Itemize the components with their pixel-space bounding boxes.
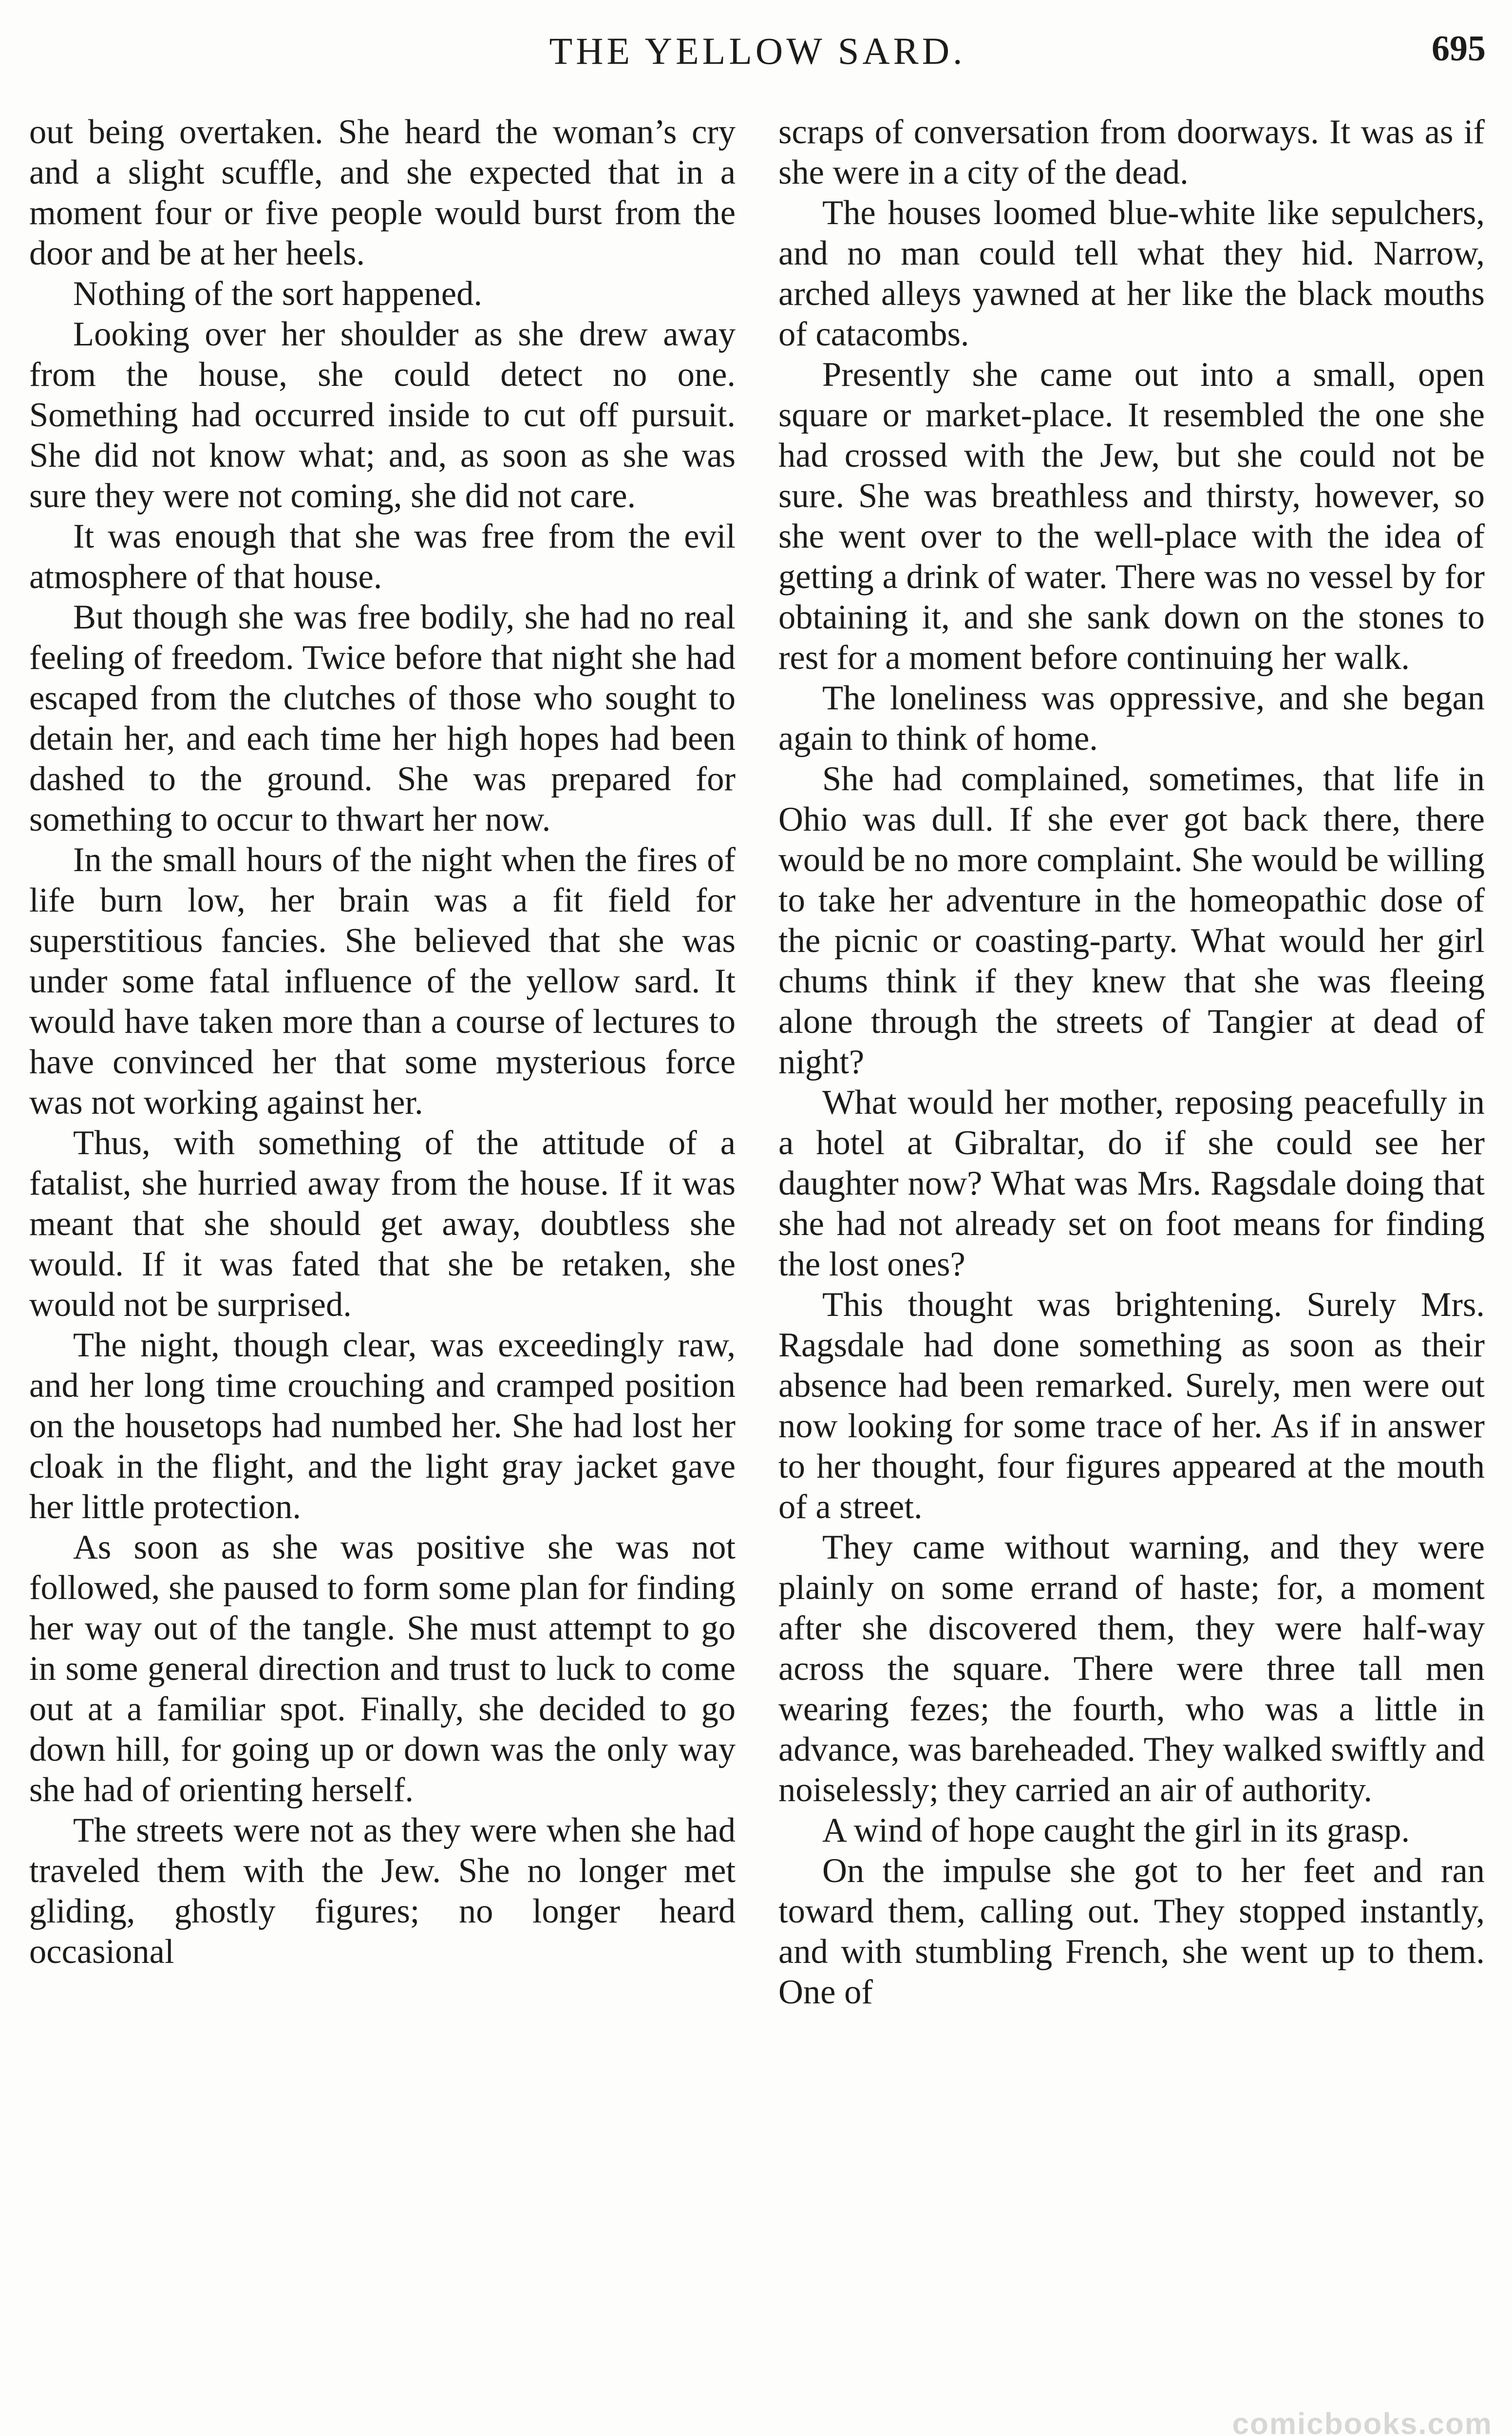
paragraph: out being overtaken. She heard the woman’s cry and a slight scuffle, and she expected that in a moment four or five people would burst from the door and be at her heels. xyxy=(29,113,736,272)
running-title: THE YELLOW SARD. xyxy=(549,30,966,72)
paragraph: A wind of hope caught the girl in its grasp. xyxy=(822,1811,1410,1849)
paragraph: The streets were not as they were when she had traveled them with the Jew. She no longer met gliding, ghostly figures; no longer heard occasional xyxy=(29,1811,736,1971)
paragraph: Nothing of the sort happened. xyxy=(73,275,482,313)
page-header xyxy=(29,24,1486,83)
paragraph: The night, though clear, was exceedingly raw, and her long time crouching and cramped position on the housetops had numbed her. She had lost her cloak in the flight, and the light gray jacket gave her little protection. xyxy=(29,1326,736,1526)
paragraph: On the impulse she got to her feet and ran toward them, calling out. They stopped instantly, and with stumbling French, she went up to them. One of xyxy=(778,1852,1485,2011)
paragraph: They came without warning, and they were plainly on some errand of haste; for, a moment after she discovered them, they were half-way across the square. There were three tall men wearing fezes; the fourth, who was a little in advance, was bareheaded. They walked swiftly and noiselessly; they carried an air of authority. xyxy=(778,1528,1485,1809)
paragraph: Presently she came out into a small, open square or market-place. It resembled the one she had crossed with the Jew, but she could not be sure. She was breathless and thirsty, however, so she went over to the well-place with the idea of getting a drink of water. There was no vessel by for obtaining it, and she sank down on the stones to rest for a moment before continuing her walk. xyxy=(778,356,1485,677)
paragraph: But though she was free bodily, she had no real feeling of freedom. Twice before that night she had escaped from the clutches of those who sought to detain her, and each time her high hopes had been dashed to the ground. She was prepared for something to occur to thwart her now. xyxy=(29,598,736,838)
page-number: 695 xyxy=(1432,29,1486,69)
paragraph: It was enough that she was free from the evil atmosphere of that house. xyxy=(29,517,736,596)
paragraph: She had complained, sometimes, that life in Ohio was dull. If she ever got back there, there would be no more complaint. She would be willing to take her adventure in the homeopathic dose of the picnic or coasting-party. What would her girl chums think if they knew that she was fleeing alone through the streets of Tangier at dead of night? xyxy=(778,760,1485,1081)
watermark: comicbooks.com xyxy=(1232,2407,1493,2436)
paragraph: The houses loomed blue-white like sepulchers, and no man could tell what they hid. Narrow, arched alleys yawned at her like the black mouths of catacombs. xyxy=(778,194,1485,353)
right-column xyxy=(778,112,1485,2013)
paragraph: Looking over her shoulder as she drew away from the house, she could detect no one. Something had occurred inside to cut off pursuit. She did not know what; and, as soon as she was sure they were not coming, she did not care. xyxy=(29,315,736,515)
paragraph: scraps of conversation from doorways. It was as if she were in a city of the dead. xyxy=(778,113,1485,191)
paragraph: The loneliness was oppressive, and she began again to think of home. xyxy=(778,679,1485,758)
paragraph: In the small hours of the night when the fires of life burn low, her brain was a fit field for superstitious fancies. She believed that she was under some fatal influence of the yellow sard. It would have taken more than a course of lectures to have convinced her that some mysterious force was not working against her. xyxy=(29,841,736,1122)
paragraph: This thought was brightening. Surely Mrs. Ragsdale had done something as soon as their absence had been remarked. Surely, men were out now looking for some trace of her. As if in answer to her thought, four figures appeared at the mouth of a street. xyxy=(778,1286,1485,1526)
left-column xyxy=(29,112,736,1972)
paragraph: What would her mother, reposing peacefully in a hotel at Gibraltar, do if she could see her daughter now? What was Mrs. Ragsdale doing that she had not already set on foot means for finding the lost ones? xyxy=(778,1084,1485,1283)
paragraph: As soon as she was positive she was not followed, she paused to form some plan for finding her way out of the tangle. She must attempt to go in some general direction and trust to luck to come out at a familiar spot. Finally, she decided to go down hill, for going up or down was the only way she had of orienting herself. xyxy=(29,1528,736,1809)
paragraph: Thus, with something of the attitude of a fatalist, she hurried away from the house. If it was meant that she should get away, doubtless she would. If it was fated that she be retaken, she would not be surprised. xyxy=(29,1124,736,1324)
